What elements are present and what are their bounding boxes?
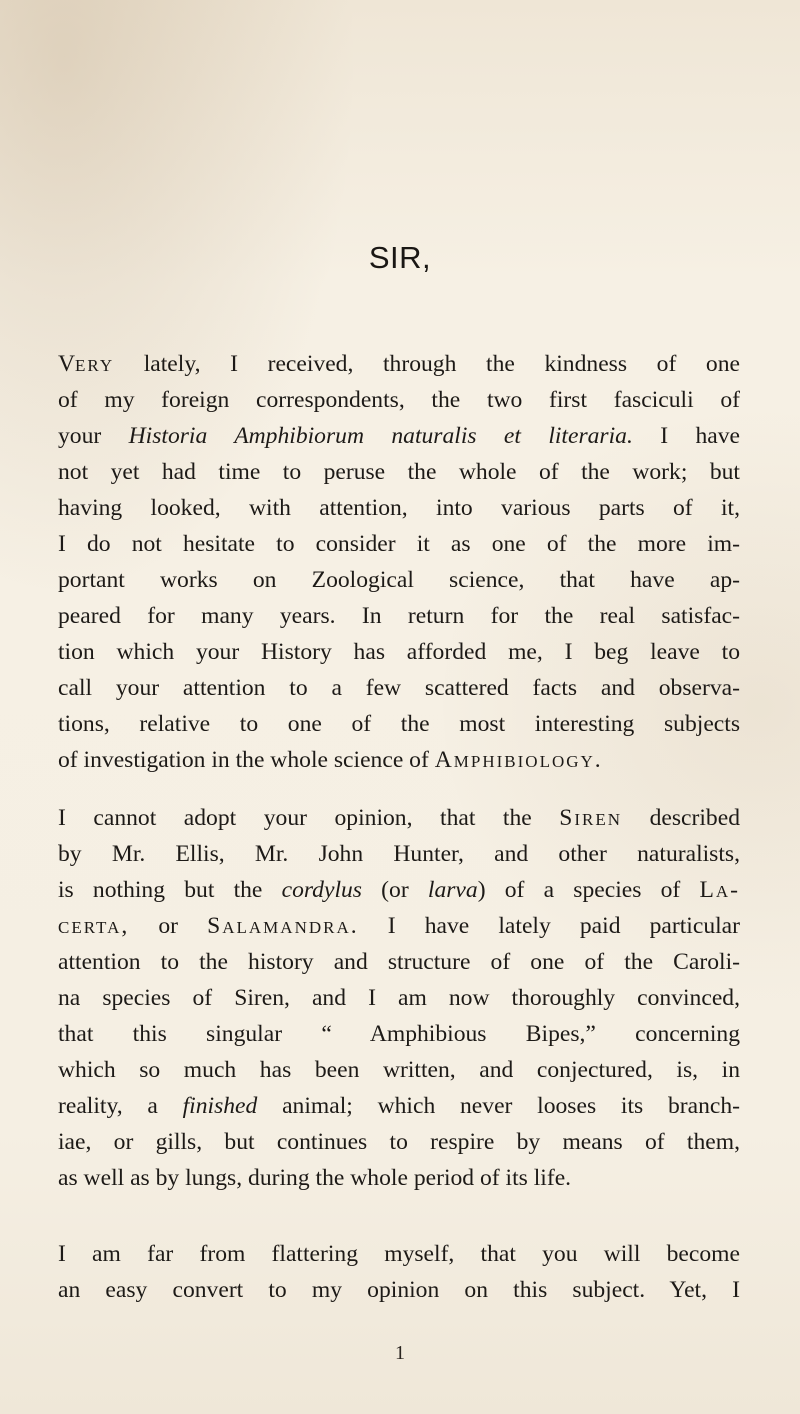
line-text: tion which your History has afforded me, I beg leave to xyxy=(58,639,740,665)
line-text: attention to the history and structure of one of the Caroli- xyxy=(58,949,740,975)
line-text: peared for many years. In return for the real satisfac- xyxy=(58,603,740,629)
line-text: which so much has been written, and conjectured, is, in xyxy=(58,1057,740,1083)
text-line xyxy=(58,980,740,1016)
text-line xyxy=(58,526,740,562)
text-line xyxy=(58,1272,740,1308)
italic-term: larva xyxy=(427,877,478,903)
text-line xyxy=(58,1124,740,1160)
small-caps-word: Salamandra. xyxy=(207,913,359,939)
line-text: not yet had time to peruse the whole of the work; but xyxy=(58,459,740,485)
text-line xyxy=(58,634,740,670)
text-line xyxy=(58,490,740,526)
text-line xyxy=(58,382,740,418)
small-caps-word: Siren xyxy=(559,805,623,831)
line-text: tions, relative to one of the most interesting subjects xyxy=(58,711,740,737)
italic-term: cordylus xyxy=(281,877,362,903)
line-text: by Mr. Ellis, Mr. John Hunter, and other naturalists, xyxy=(58,841,740,867)
text-line xyxy=(58,1088,740,1124)
text-line xyxy=(58,836,740,872)
line-text: I do not hesitate to consider it as one of the more im- xyxy=(58,531,740,557)
salutation: SIR, xyxy=(368,240,432,275)
small-caps-word: Amphibiology. xyxy=(434,747,603,773)
line-text: that this singular “ Amphibious Bipes,” concerning xyxy=(58,1021,740,1047)
line-text: call your attention to a few scattered facts and observa- xyxy=(58,675,740,701)
text-line xyxy=(58,1052,740,1088)
line-text: having looked, with attention, into various parts of it, xyxy=(58,495,740,521)
drop-initial: V xyxy=(58,351,76,377)
text-line xyxy=(58,908,740,944)
text-line xyxy=(58,562,740,598)
paragraph-1 xyxy=(58,346,740,778)
line-text: (or xyxy=(361,877,428,903)
small-caps-word: certa, xyxy=(58,913,130,939)
text-line xyxy=(58,418,740,454)
text-line xyxy=(58,872,740,908)
line-text: na species of Siren, and I am now thoroughly convinced, xyxy=(58,985,740,1011)
text-line xyxy=(58,1236,740,1272)
book-title-italic: Historia Amphibiorum naturalis et literaria. xyxy=(128,423,633,449)
text-line xyxy=(58,944,740,980)
line-text: reality, a xyxy=(58,1093,183,1119)
line-text: or xyxy=(129,913,208,939)
page-number: 1 xyxy=(395,1342,405,1364)
text-line xyxy=(58,1016,740,1052)
line-text: as well as by lungs, during the whole period of its life. xyxy=(58,1165,572,1191)
line-text: lately, I received, through the kindness of one xyxy=(114,351,740,377)
line-text: is nothing but the xyxy=(58,877,282,903)
line-text: described xyxy=(622,805,740,831)
paragraph-2 xyxy=(58,800,740,1196)
line-text: of my foreign correspondents, the two first fasciculi of xyxy=(58,387,740,413)
line-text: portant works on Zoological science, that have ap- xyxy=(58,567,740,593)
italic-term: finished xyxy=(182,1093,258,1119)
line-text: I cannot adopt your opinion, that the xyxy=(58,805,560,831)
line-text: I have xyxy=(632,423,740,449)
line-text: ) of a species of xyxy=(477,877,700,903)
text-line xyxy=(58,346,740,382)
line-text: an easy convert to my opinion on this subject. Yet, I xyxy=(58,1277,740,1303)
text-line xyxy=(58,454,740,490)
text-line xyxy=(58,706,740,742)
paragraph-3 xyxy=(58,1236,740,1308)
line-text: I am far from flattering myself, that you will become xyxy=(58,1241,740,1267)
line-text: I have lately paid particular xyxy=(358,913,740,939)
line-text: of investigation in the whole science of xyxy=(58,747,435,773)
small-caps-word: ery xyxy=(75,351,115,377)
text-line xyxy=(58,670,740,706)
line-text: iae, or gills, but continues to respire by means of them, xyxy=(58,1129,740,1155)
text-line xyxy=(58,598,740,634)
line-text: your xyxy=(58,423,129,449)
small-caps-word: La- xyxy=(699,877,740,903)
text-line xyxy=(58,742,740,778)
line-text: animal; which never looses its branch- xyxy=(257,1093,740,1119)
text-line xyxy=(58,800,740,836)
text-line xyxy=(58,1160,740,1196)
